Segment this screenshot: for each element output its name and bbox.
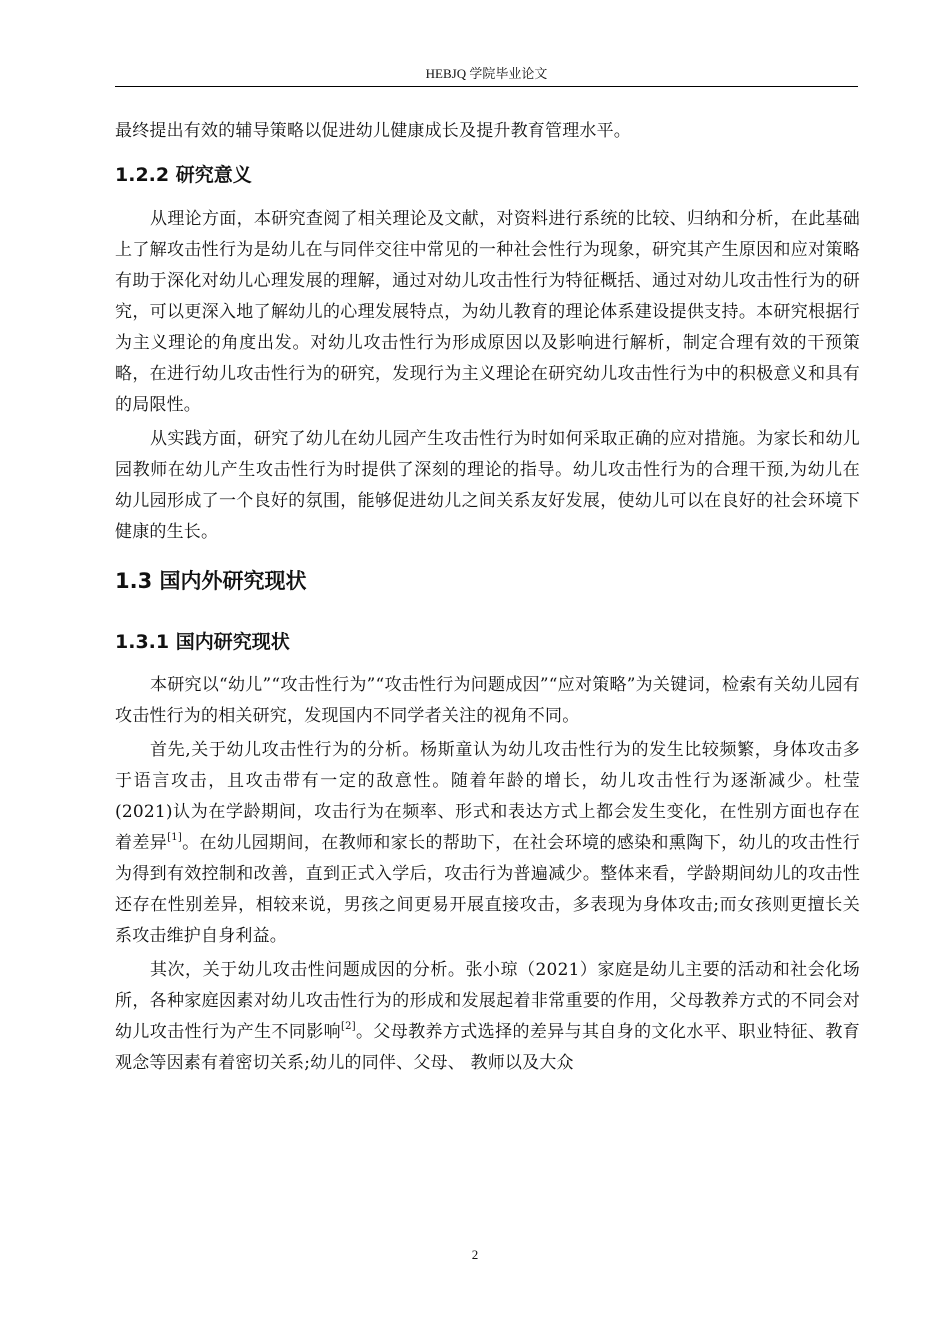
running-header: HEBJQ 学院毕业论文 [425,66,548,81]
header-rule [115,86,858,87]
page-number: 2 [471,1247,479,1262]
paragraph-causes-text-b: 。父母教养方式选择的差异与其自身的文化水平、职业特征、教育观念等因素有着密切关系;幼儿的同伴、父母、 教师以及大众 [115,1022,860,1073]
citation-2: [2] [341,1021,356,1032]
intro-line: 最终提出有效的辅导策略以促进幼儿健康成长及提升教育管理水平。 [115,121,631,141]
paragraph-causes [115,955,860,1079]
page-body [115,116,860,1079]
heading-1-3-1: 1.3.1 国内研究现状 [115,631,290,653]
heading-1-2-2: 1.2.2 研究意义 [115,164,252,186]
paragraph-analysis [115,735,860,952]
paragraph-keywords: 本研究以“幼儿”“攻击性行为”“攻击性行为问题成因”“应对策略”为关键词，检索有关幼儿园有攻击性行为的相关研究，发现国内不同学者关注的视角不同。 [115,675,860,726]
paragraph-practice: 从实践方面，研究了幼儿在幼儿园产生攻击性行为时如何采取正确的应对措施。为家长和幼儿园教师在幼儿产生攻击性行为时提供了深刻的理论的指导。幼儿攻击性行为的合理干预,为幼儿在幼儿园形成了一个良好的氛围，能够促进幼儿之间关系友好发展，使幼儿可以在良好的社会环境下健康的生长。 [115,429,860,542]
paragraph-analysis-text-a: 首先,关于幼儿攻击性行为的分析。杨斯童认为幼儿攻击性行为的发生比较频繁，身体攻击多于语言攻击，且攻击带有一定的敌意性。随着年龄的增长，幼儿攻击性行为逐渐减少。杜莹(2021)认为在学龄期间，攻击行为在频率、形式和表达方式上都会发生变化，在性别方面也存在着差异 [115,740,860,853]
paragraph-analysis-text-b: 。在幼儿园期间，在教师和家长的帮助下，在社会环境的感染和熏陶下，幼儿的攻击性行为得到有效控制和改善，直到正式入学后，攻击行为普遍减少。整体来看，学龄期间幼儿的攻击性还存在性别差异，相较来说，男孩之间更易开展直接攻击，多表现为身体攻击;而女孩则更擅长关系攻击维护自身利益。 [115,833,860,946]
citation-1: [1] [167,832,182,843]
paragraph-theory: 从理论方面，本研究查阅了相关理论及文献，对资料进行系统的比较、归纳和分析，在此基础上了解攻击性行为是幼儿在与同伴交往中常见的一种社会性行为现象，研究其产生原因和应对策略有助于深化对幼儿心理发展的理解，通过对幼儿攻击性行为特征概括、通过对幼儿攻击性行为的研究，可以更深入地了解幼儿的心理发展特点，为幼儿教育的理论体系建设提供支持。本研究根据行为主义理论的角度出发。对幼儿攻击性行为形成原因以及影响进行解析，制定合理有效的干预策略，在进行幼儿攻击性行为的研究，发现行为主义理论在研究幼儿攻击性行为中的积极意义和具有的局限性。 [115,209,860,415]
heading-1-3: 1.3 国内外研究现状 [115,569,307,593]
paragraph-causes-text-a: 其次，关于幼儿攻击性问题成因的分析。张小琼（2021）家庭是幼儿主要的活动和社会化场所，各种家庭因素对幼儿攻击性行为的形成和发展起着非常重要的作用，父母教养方式的不同会对幼儿攻击性行为产生不同影响 [115,960,860,1042]
